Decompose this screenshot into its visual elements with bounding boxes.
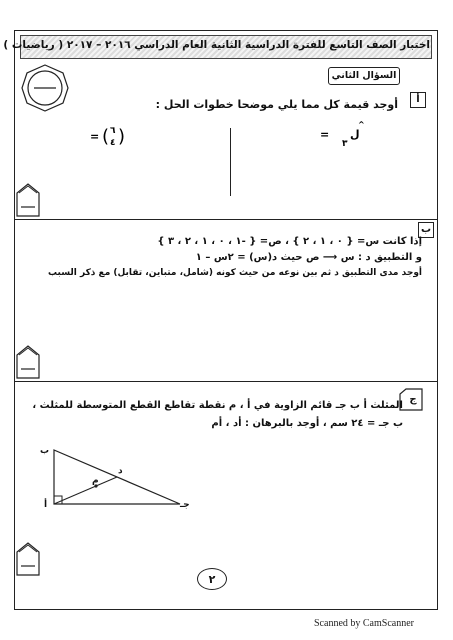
section-divider-b (15, 381, 437, 382)
right-triangle-diagram (30, 440, 200, 515)
svg-text:٣: ٣ (342, 139, 348, 149)
part-a-label: أ (410, 92, 426, 108)
svg-text:=: = (320, 128, 330, 141)
point-d: د (118, 466, 123, 476)
binomial-expression (88, 122, 138, 150)
score-house-icon (16, 183, 40, 221)
vertex-b: ب (40, 446, 50, 456)
question-badge: السؤال الثاني (328, 67, 400, 85)
svg-text:٦: ٦ (110, 126, 116, 136)
svg-text:=: = (90, 130, 100, 143)
part-b-line3: أوجد مدى التطبيق د ثم بين نوعه من حيث كونه (شامل، متباين، تقابل) مع ذكر السبب (48, 268, 422, 278)
part-c-line1: المثلث أ ب جـ قائم الزاوية في أ ، م نقطة تقاطع القطع المتوسطة للمثلث ، (32, 400, 403, 411)
part-a-instruction: أوجد قيمة كل مما يلي موضحا خطوات الحل : (155, 98, 398, 111)
point-m: م (92, 476, 99, 486)
exam-title: اختبار الصف التاسع للفترة الدراسية الثانية العام الدراسي ٢٠١٦ – ٢٠١٧ ( رياضيات ) (3, 39, 430, 51)
vertex-j: جـ (180, 500, 190, 510)
part-c-label: ج (409, 394, 417, 405)
exam-frame (3, 30, 438, 610)
svg-text:٤: ٤ (110, 138, 116, 148)
score-house-icon (16, 345, 40, 383)
part-a-divider (230, 128, 231, 196)
part-b-line2: و التطبيق د : س ⟶ ص حيث د(س) = ٢س – ١ (195, 252, 422, 263)
grade-circle (20, 63, 70, 113)
permutation-expression (318, 118, 368, 150)
svg-text:ل: ل (350, 128, 360, 141)
svg-text:(: ( (102, 126, 110, 147)
vertex-a: أ (44, 500, 48, 510)
part-b-label: ب (418, 222, 434, 238)
score-house-icon (16, 542, 40, 580)
part-c-line2: ب جـ = ٢٤ سم ، أوجد بالبرهان : أد ، أم (211, 418, 403, 429)
svg-text:): ) (118, 126, 126, 147)
scanner-watermark: Scanned by CamScanner (314, 618, 414, 629)
section-divider-a (15, 219, 437, 220)
svg-text:^: ^ (358, 120, 365, 129)
part-b-line1: إذا كانت س= { ٠ ، ١ ، ٢ } ، ص= { -١ ، ٠ ، ١ ، ٢ ، ٣ } (157, 236, 422, 247)
page-number: ٢ (197, 568, 227, 590)
